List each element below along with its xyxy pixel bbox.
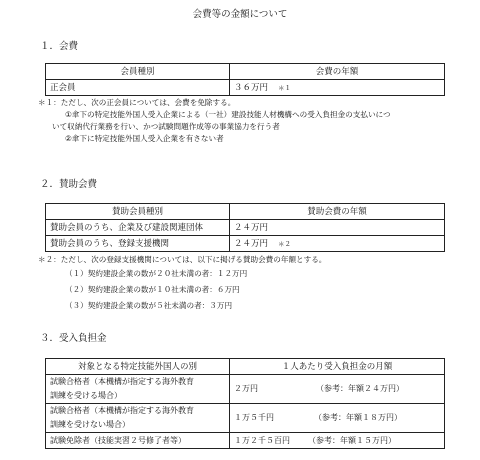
table-header-row — [46, 204, 445, 220]
table-header-row — [46, 359, 445, 375]
column-header: 会費の年額 — [230, 64, 445, 80]
acceptance-fee-table — [45, 358, 445, 449]
member-type-cell: 賛助会員のうち、企業及び建設関連団体 — [46, 220, 230, 236]
column-header: 賛助会費の年額 — [230, 204, 445, 220]
section-heading-acceptance-fee: ３．受入負担金 — [40, 333, 107, 344]
annual-reference: （参考：年額２４万円） — [316, 384, 404, 393]
table-row — [46, 80, 445, 96]
fee-amount: ２４万円 — [234, 222, 269, 233]
footnote-1-item-2: ②傘下に特定技能外国人受入企業を有さない者 — [65, 134, 224, 143]
fee-amount: １万５千円 — [234, 413, 274, 422]
footnote-mark: ＊１ — [278, 83, 292, 92]
table-row — [46, 433, 445, 449]
column-header: 賛助会員種別 — [46, 204, 230, 220]
footnote-2: ＊２：ただし、次の登録支援機関については、以下に掲げる賛助会費の年額とする。 — [38, 255, 327, 264]
member-type-cell: 正会員 — [46, 80, 230, 96]
fee-amount: ２万円 — [234, 384, 258, 393]
table-row — [46, 220, 445, 236]
fee-amount: ３６万円 — [234, 82, 269, 93]
footnote-2-item-1: （１）契約建設企業の数が２０社未満の者：１２万円 — [65, 269, 248, 278]
fee-cell — [230, 80, 445, 96]
table-row — [46, 404, 445, 433]
fee-cell — [230, 236, 445, 252]
footnote-1-item-1-cont: いて収納代行業務を行い、かつ試験問題作成等の事業協力を行う者 — [52, 122, 280, 131]
footnote-1: ＊１：ただし、次の正会員については、会費を免除する。 — [38, 98, 236, 107]
table-row — [46, 236, 445, 252]
fee-cell — [230, 375, 445, 404]
section-heading-membership-fee: １．会費 — [40, 41, 79, 52]
membership-fee-table — [45, 63, 445, 96]
column-header: 会員種別 — [46, 64, 230, 80]
section-heading-supporting-fee: ２．賛助会費 — [40, 179, 98, 190]
annual-reference: （参考：年額１８万円） — [314, 413, 402, 422]
fee-cell — [230, 433, 445, 449]
fee-cell — [230, 220, 445, 236]
footnote-1-item-1: ①傘下の特定技能外国人受入企業による（一社）建設技能人材機構への受入負担金の支払いにつ — [65, 110, 391, 119]
supporting-fee-table — [45, 203, 445, 252]
page-title: 会費等の金額について — [192, 9, 288, 20]
footnote-2-item-2: （２）契約建設企業の数が１０社未満の者：６万円 — [65, 285, 240, 294]
target-cell — [46, 375, 230, 404]
member-type-cell: 賛助会員のうち、登録支援機関 — [46, 236, 230, 252]
annual-reference: （参考：年額１５万円） — [308, 435, 396, 445]
footnote-2-item-3: （３）契約建設企業の数が５社未満の者：３万円 — [65, 301, 233, 310]
fee-amount: １万２千５百円 — [234, 435, 290, 445]
target-line: 訓練を受けない場合） — [50, 420, 130, 429]
target-cell — [46, 404, 230, 433]
footnote-mark: ＊２ — [278, 239, 292, 248]
column-header: １人あたり受入負担金の月額 — [230, 359, 445, 375]
target-line: 訓練を受ける場合） — [50, 391, 122, 400]
target-line: 試験合格者（本機構が指定する海外教育 — [50, 377, 194, 386]
fee-cell — [230, 404, 445, 433]
target-cell: 試験免除者（技能実習２号修了者等） — [46, 433, 230, 449]
column-header: 対象となる特定技能外国人の別 — [46, 359, 230, 375]
target-line: 試験合格者（本機構が指定する海外教育 — [50, 406, 194, 415]
table-row — [46, 375, 445, 404]
table-header-row — [46, 64, 445, 80]
fee-amount: ２４万円 — [234, 238, 269, 249]
